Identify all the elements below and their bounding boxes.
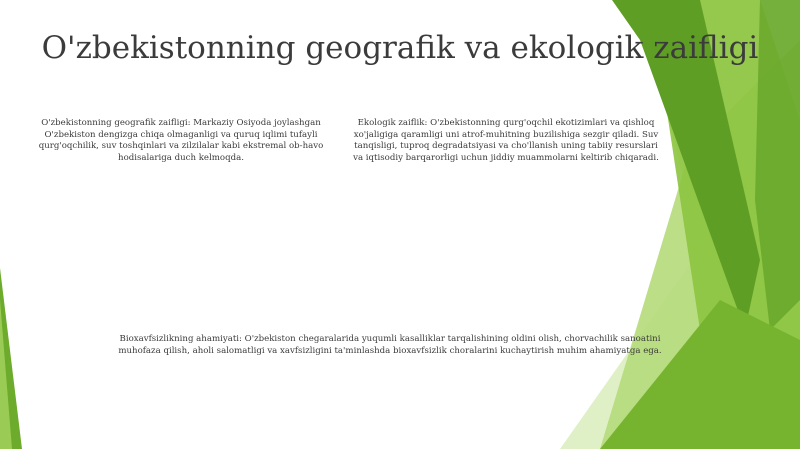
slide-title: O'zbekistonning geografik va ekologik zaifligi — [41, 30, 759, 66]
paragraph-geographic-vulnerability: O'zbekistonning geografik zaifligi: Markaziy Osiyoda joylashgan O'zbekiston dengizga chiqa olmaganligi va quruq iqlimi tufayli qurg'oqchilik, suv toshqinlari va zilzilalar kabi ekstremal ob-havo hodisalariga duch kelmoqda. — [38, 118, 324, 163]
paragraph-ecological-vulnerability: Ekologik zaiflik: O'zbekistonning qurg'oqchil ekotizimlari va qishloq xo'jaligiga qaramligi uni atrof-muhitning buzilishiga sezgir qiladi. Suv tanqisligi, tuproq degradatsiyasi va cho'llanish uning tabiiy resurslari va iqtisodiy barqarorligi uchun jiddiy muammolarni keltirib chiqaradi. — [353, 118, 659, 163]
paragraph-biosecurity-importance: Bioxavfsizlikning ahamiyati: O'zbekiston chegaralarida yuqumli kasalliklar tarqalishining oldini olish, chorvachilik sanoatini muhofaza qilish, aholi salomatligi va xavfsizligini ta'minlashda bioxavfsizlik choralarini kuchaytirish muhim ahamiyatga ega. — [118, 334, 662, 356]
